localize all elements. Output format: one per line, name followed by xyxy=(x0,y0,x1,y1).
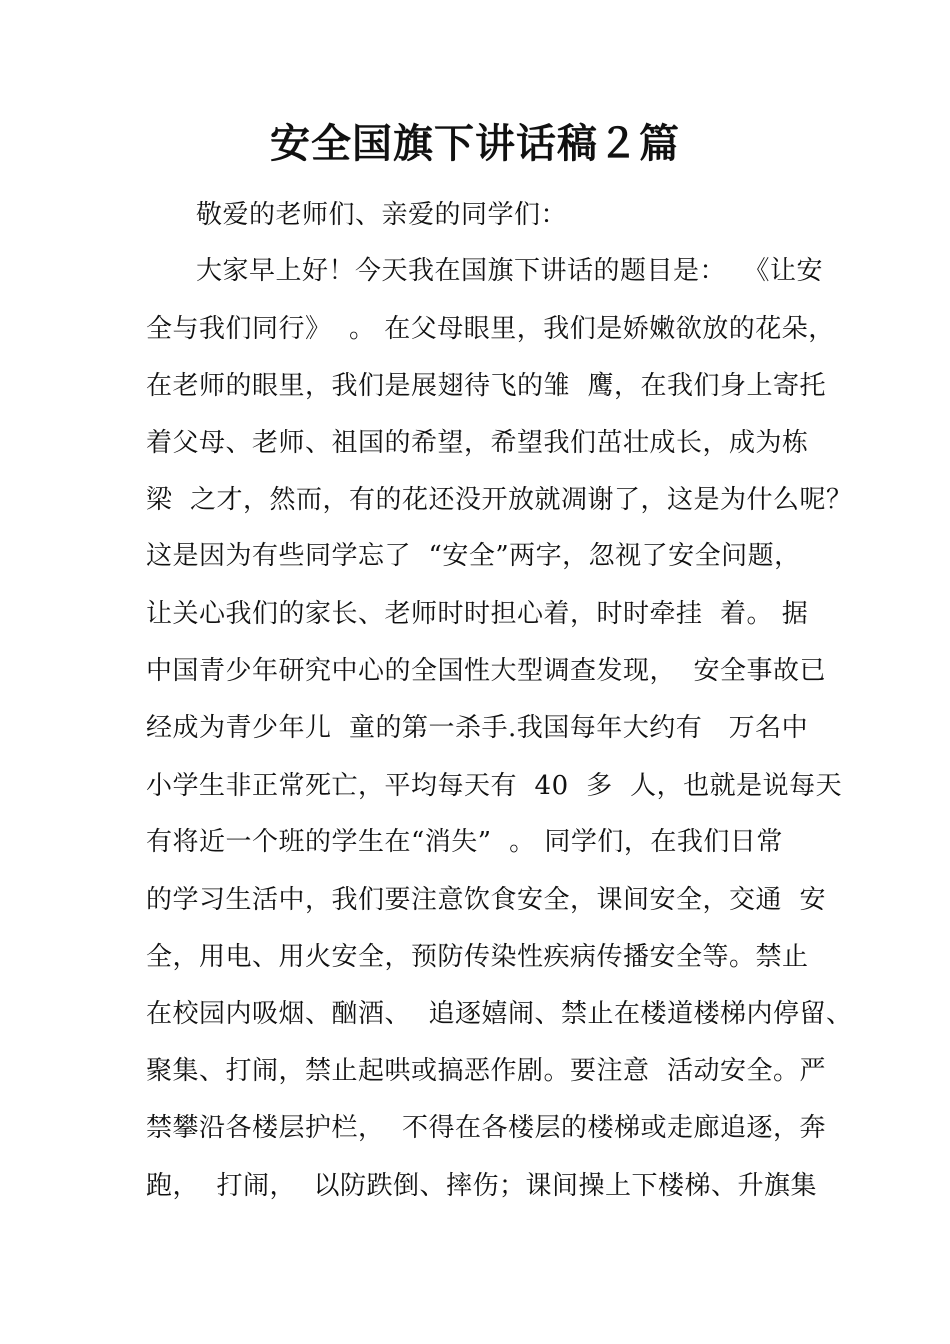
paragraph-line: 的学习生活中，我们要注意饮食安全，课间安全，交通 安 xyxy=(146,885,827,915)
paragraph-line: 着父母、老师、祖国的希望，希望我们茁壮成长，成为栋 xyxy=(146,428,809,458)
paragraph-line: 跑， 打闹， 以防跌倒、摔伤；课间操上下楼梯、升旗集 xyxy=(146,1171,818,1201)
paragraph-line: 在校园内吸烟、酗酒、 追逐嬉闹、禁止在楼道楼梯内停留、 xyxy=(146,999,853,1029)
paragraph-line: 小学生非正常死亡，平均每天有 40 多 人，也就是说每天 xyxy=(146,771,843,801)
document-title: 安全国旗下讲话稿２篇 xyxy=(270,120,680,167)
paragraph-line: 中国青少年研究中心的全国性大型调查发现， 安全事故已 xyxy=(146,656,827,686)
paragraph-line: 禁攀沿各楼层护栏， 不得在各楼层的楼梯或走廊追逐，奔 xyxy=(146,1113,827,1143)
paragraph-line: 这是因为有些同学忘了 “安全”两字，忽视了安全问题， xyxy=(146,541,801,571)
paragraph-line: 在老师的眼里，我们是展翅待飞的雏 鹰，在我们身上寄托 xyxy=(146,371,827,401)
paragraph-line: 聚集、打闹，禁止起哄或搞恶作剧。要注意 活动安全。严 xyxy=(146,1056,827,1086)
paragraph-line: 经成为青少年儿 童的第一杀手.我国每年大约有 万名中 xyxy=(146,713,809,743)
paragraph-line: 让关心我们的家长、老师时时担心着，时时牵挂 着。 据 xyxy=(146,599,809,629)
paragraph-line: 有将近一个班的学生在“消失” 。 同学们，在我们日常 xyxy=(146,827,783,857)
paragraph-line: 梁 之才，然而，有的花还没开放就凋谢了，这是为什么呢？ xyxy=(146,485,853,515)
paragraph-line: 大家早上好！今天我在国旗下讲话的题目是： 《让安 xyxy=(196,256,824,286)
paragraph-line: 全，用电、用火安全，预防传染性疾病传播安全等。禁止 xyxy=(146,942,809,972)
paragraph-line: 全与我们同行》 。 在父母眼里，我们是娇嫩欲放的花朵， xyxy=(146,314,835,344)
greeting-line: 敬爱的老师们、亲爱的同学们： xyxy=(196,200,568,230)
